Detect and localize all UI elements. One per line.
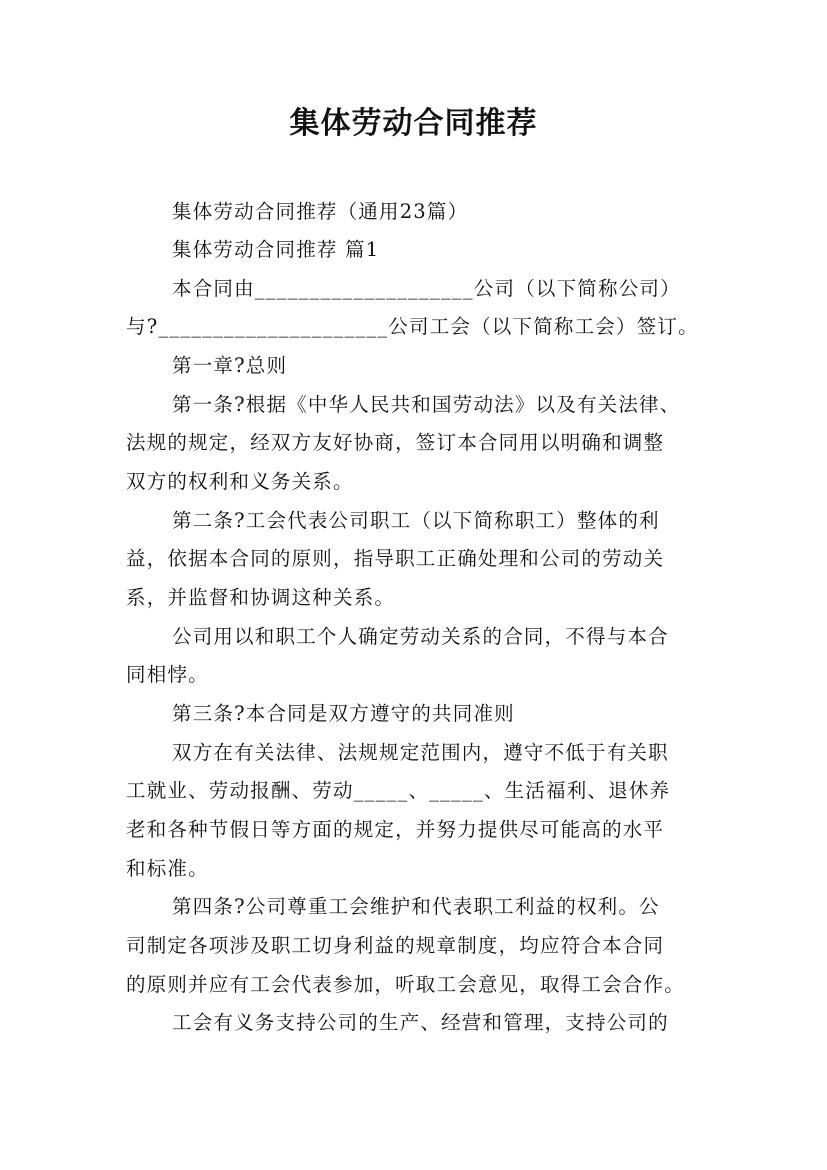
- chapter-heading: 第一章?总则: [172, 354, 288, 377]
- paragraph-line: 司制定各项涉及职工切身利益的规章制度，均应符合本合同: [126, 934, 665, 957]
- paragraph-line: 老和各种节假日等方面的规定，并努力提供尽可能高的水平: [126, 818, 665, 841]
- paragraph-line: 双方的权利和义务关系。: [126, 470, 354, 493]
- subtitle-line: 集体劳动合同推荐（通用23篇）: [172, 200, 469, 223]
- paragraph-line: 和标准。: [126, 857, 209, 880]
- document-title: 集体劳动合同推荐: [289, 106, 538, 141]
- paragraph-line: 工会有义务支持公司的生产、经营和管理，支持公司的: [172, 1011, 669, 1034]
- paragraph-line: 与?_____________________公司工会（以下简称工会）签订。: [126, 315, 699, 338]
- paragraph-line: 系，并监督和协调这种关系。: [126, 586, 396, 609]
- paragraph-line: 工就业、劳动报酬、劳动_____、_____、生活福利、退休养: [126, 779, 671, 802]
- paragraph-line: 益，依据本合同的原则，指导职工正确处理和公司的劳动关: [126, 547, 665, 570]
- paragraph-line: 双方在有关法律、法规规定范围内，遵守不低于有关职: [172, 741, 669, 764]
- paragraph-line: 法规的规定，经双方友好协商，签订本合同用以明确和调整: [126, 431, 665, 454]
- paragraph-line: 第三条?本合同是双方遵守的共同准则: [172, 702, 515, 725]
- paragraph-line: 第一条?根据《中华人民共和国劳动法》以及有关法律、: [172, 393, 681, 416]
- paragraph-line: 同相悖。: [126, 663, 209, 686]
- section-heading: 集体劳动合同推荐 篇1: [172, 238, 380, 261]
- paragraph-line: 公司用以和职工个人确定劳动关系的合同，不得与本合: [172, 625, 669, 648]
- paragraph-line: 本合同由____________________公司（以下简称公司）: [172, 277, 681, 300]
- paragraph-line: 第二条?工会代表公司职工（以下简称职工）整体的利: [172, 509, 660, 532]
- paragraph-line: 的原则并应有工会代表参加，听取工会意见，取得工会合作。: [126, 973, 685, 996]
- paragraph-line: 第四条?公司尊重工会维护和代表职工利益的权利。公: [172, 895, 660, 918]
